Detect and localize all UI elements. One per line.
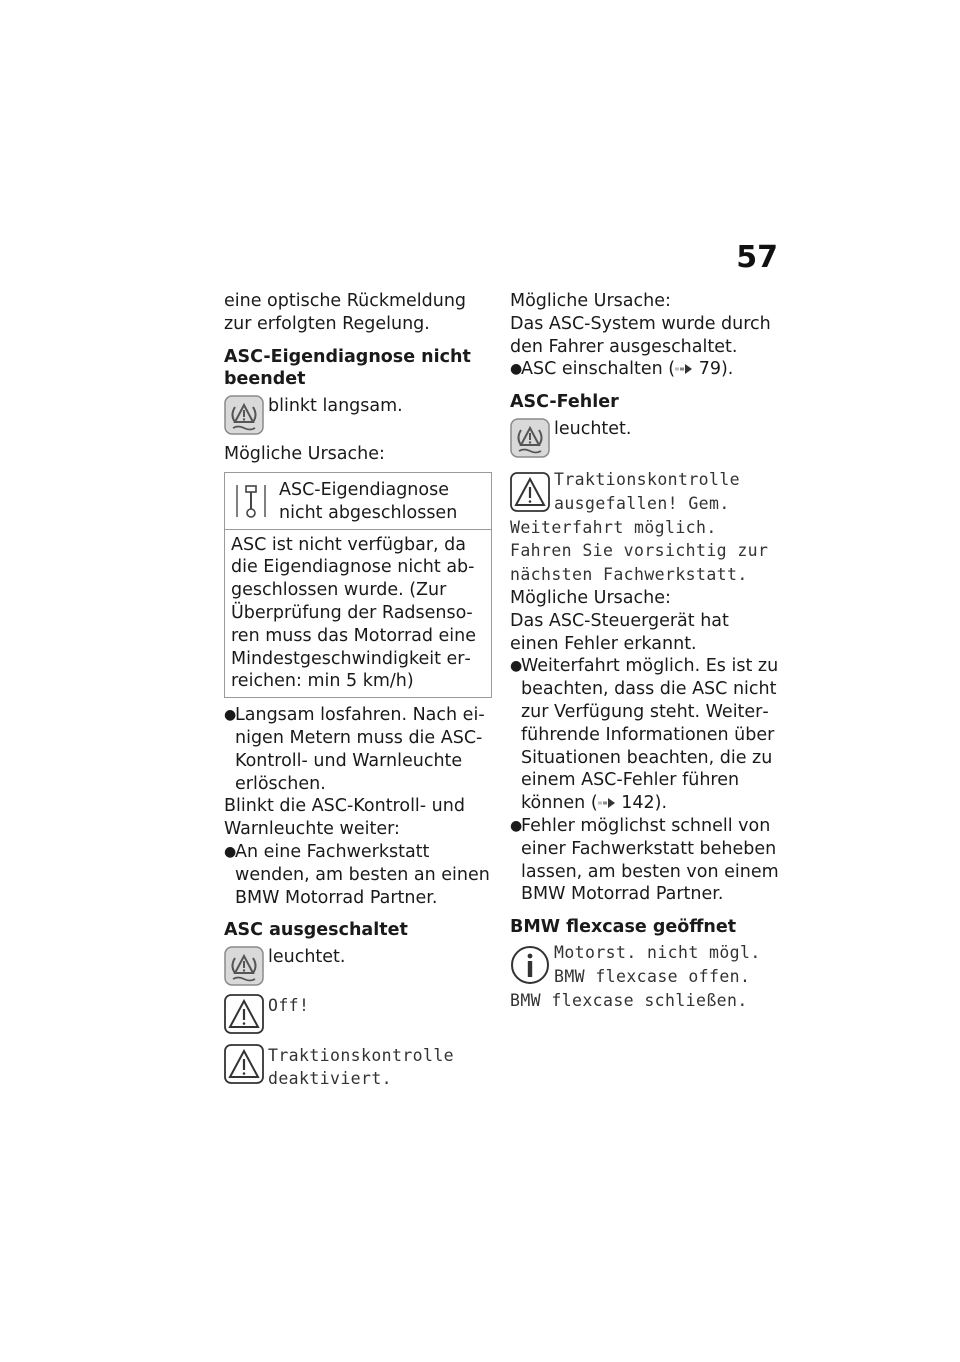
list-item: ● An eine Fachwerkstatt wenden, am besten an einen BMW Motorrad Partner. <box>224 841 490 908</box>
asc-warning-lamp-icon <box>224 395 264 435</box>
service-tool-icon <box>233 479 271 523</box>
display-message: Traktionskontrolle deaktiviert. <box>268 1046 455 1089</box>
page-reference[interactable]: 79 <box>698 359 721 380</box>
asc-warning-lamp-icon <box>510 418 550 458</box>
page-reference-arrow-icon <box>675 363 693 375</box>
page-reference[interactable]: 142 <box>621 793 655 814</box>
display-message: Off! <box>268 996 310 1016</box>
display-message-row <box>510 941 782 1012</box>
right-column <box>510 290 782 1012</box>
box-header <box>225 473 491 530</box>
indicator-text: leuchtet. <box>554 418 632 439</box>
cause-text: Das ASC-Steuergerät hat einen Fehler erkannt. <box>510 610 729 654</box>
list-item: ● Weiterfahrt möglich. Es ist zu beachten, dass die ASC nicht zur Verfügung steht. Weiterführende Informationen über Situationen beachten, die zu einem ASC-Fehler führen können ( 142). <box>510 656 779 814</box>
box-body: ASC ist nicht verfügbar, da die Eigendiagnose nicht abgeschlossen wurde. (Zur Überprüfung der Radsensoren muss das Motorrad eine Mindestgeschwindigkeit erreichen: min 5 km/h) <box>231 534 477 692</box>
cause-label: Mögliche Ursache: <box>224 444 385 465</box>
cause-label: Mögliche Ursache: <box>510 291 671 311</box>
service-info-box <box>224 472 492 698</box>
warning-triangle-icon <box>224 994 264 1034</box>
page-reference-arrow-icon <box>598 797 616 809</box>
asc-warning-lamp-icon <box>224 946 264 986</box>
indicator-text: blinkt langsam. <box>268 396 403 417</box>
section-title-asc-error: ASC-Fehler <box>510 392 619 413</box>
cause-label: Mögliche Ursache: <box>510 587 671 608</box>
bullet-dot: ● <box>224 843 237 860</box>
section-title-asc-self-diagnosis: ASC-Eigendiagnose nicht beendet <box>224 346 471 390</box>
section-title-asc-off: ASC ausgeschaltet <box>224 920 408 941</box>
list-item: ● ASC einschalten ( 79). <box>510 359 734 380</box>
display-message-row <box>510 468 782 587</box>
bullet-dot: ● <box>510 817 523 834</box>
paragraph: Blinkt die ASC-Kontroll- und Warnleuchte weiter: <box>224 796 465 840</box>
display-message: Motorst. nicht mögl. BMW flexcase offen. BMW flexcase schließen. <box>510 942 761 1010</box>
box-title: ASC-Eigendiagnose nicht abgeschlossen <box>279 479 458 523</box>
display-message-row <box>224 1044 492 1090</box>
intro-text: eine optische Rückmeldung zur erfolgten Regelung. <box>224 291 467 334</box>
cause-text: Das ASC-System wurde durch den Fahrer ausgeschaltet. <box>510 313 771 357</box>
indicator-row <box>224 395 492 435</box>
warning-triangle-icon <box>510 472 550 512</box>
warning-triangle-icon <box>224 1044 264 1084</box>
display-message-row <box>224 994 492 1034</box>
indicator-row <box>224 946 492 986</box>
bullet-dot: ● <box>510 658 523 675</box>
indicator-row <box>510 418 782 458</box>
list-item: ● Langsam losfahren. Nach einigen Metern muss die ASC-Kontroll- und Warnleuchte erlöschen. <box>224 705 485 794</box>
left-column <box>224 290 492 1090</box>
info-icon <box>510 945 550 985</box>
section-title-flexcase-open: BMW flexcase geöffnet <box>510 917 737 938</box>
list-item: ● Fehler möglichst schnell von einer Fachwerkstatt beheben lassen, am besten von einem BMW Motorrad Partner. <box>510 815 779 905</box>
bullet-dot: ● <box>510 361 523 378</box>
page-number: 57 <box>736 240 778 275</box>
bullet-dot: ● <box>224 707 237 724</box>
indicator-text: leuchtet. <box>268 947 346 968</box>
display-message: Traktionskontrolle ausgefallen! Gem. Weiterfahrt möglich. Fahren Sie vorsichtig zur nächsten Fachwerkstatt. <box>510 469 769 585</box>
